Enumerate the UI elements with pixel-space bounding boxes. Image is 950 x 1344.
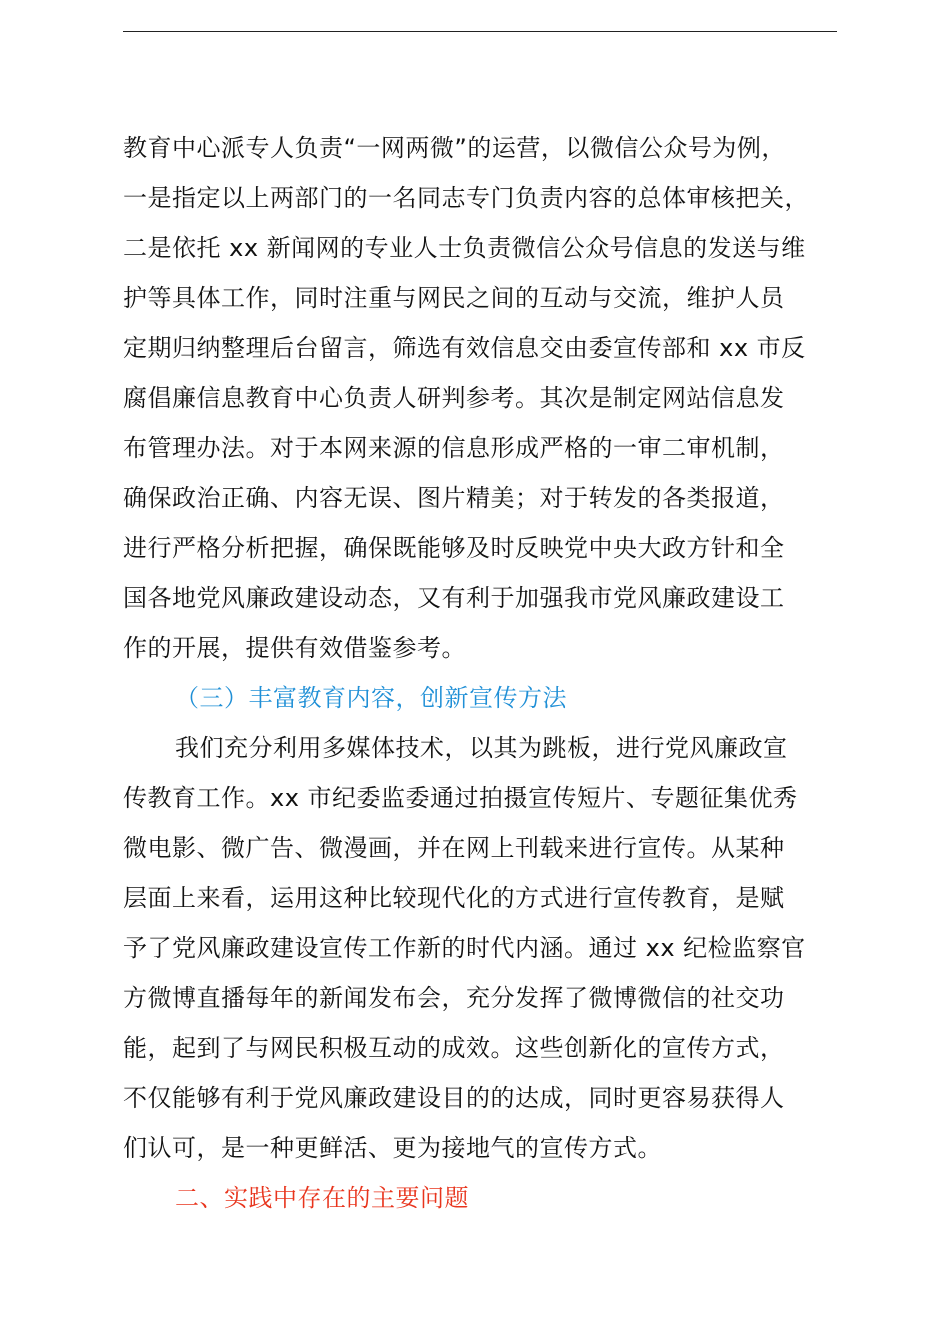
text-line: 作的开展，提供有效借鉴参考。 <box>123 634 466 662</box>
text-line: 确保政治正确、内容无误、图片精美；对于转发的各类报道， <box>123 484 785 512</box>
text-line: 们认可，是一种更鲜活、更为接地气的宣传方式。 <box>123 1134 662 1162</box>
text-line: 定期归纳整理后台留言，筛选有效信息交由委宣传部和 xx 市反 <box>123 334 806 362</box>
text-line: 教育中心派专人负责“一网两微”的运营，以微信公众号为例， <box>123 134 786 162</box>
text-line: 层面上来看，运用这种比较现代化的方式进行宣传教育，是赋 <box>123 884 785 912</box>
text-line: 不仅能够有利于党风廉政建设目的的达成，同时更容易获得人 <box>123 1084 785 1112</box>
text-line: 传教育工作。xx 市纪委监委通过拍摄宣传短片、专题征集优秀 <box>123 784 798 812</box>
paragraph-1 <box>123 123 863 673</box>
header-rule <box>123 31 837 32</box>
text-line: 我们充分利用多媒体技术，以其为跳板，进行党风廉政宣 <box>175 734 788 762</box>
text-line: 能，起到了与网民积极互动的成效。这些创新化的宣传方式， <box>123 1034 785 1062</box>
text-line: 腐倡廉信息教育中心负责人研判参考。其次是制定网站信息发 <box>123 384 785 412</box>
text-line: 进行严格分析把握，确保既能够及时反映党中央大政方针和全 <box>123 534 785 562</box>
text-line: 方微博直播每年的新闻发布会，充分发挥了微博微信的社交功 <box>123 984 785 1012</box>
paragraph-2 <box>123 723 863 1173</box>
subheading-3: （三）丰富教育内容，创新宣传方法 <box>175 684 567 712</box>
text-line: 布管理办法。对于本网来源的信息形成严格的一审二审机制， <box>123 434 785 462</box>
text-line: 护等具体工作，同时注重与网民之间的互动与交流，维护人员 <box>123 284 785 312</box>
text-line: 国各地党风廉政建设动态，又有利于加强我市党风廉政建设工 <box>123 584 785 612</box>
text-line: 微电影、微广告、微漫画，并在网上刊载来进行宣传。从某种 <box>123 834 785 862</box>
text-line: 一是指定以上两部门的一名同志专门负责内容的总体审核把关， <box>123 184 809 212</box>
section-heading-2: 二、实践中存在的主要问题 <box>175 1184 469 1212</box>
document-body <box>123 123 863 1223</box>
text-line: 二是依托 xx 新闻网的专业人士负责微信公众号信息的发送与维 <box>123 234 806 262</box>
text-line: 予了党风廉政建设宣传工作新的时代内涵。通过 xx 纪检监察官 <box>123 934 806 962</box>
